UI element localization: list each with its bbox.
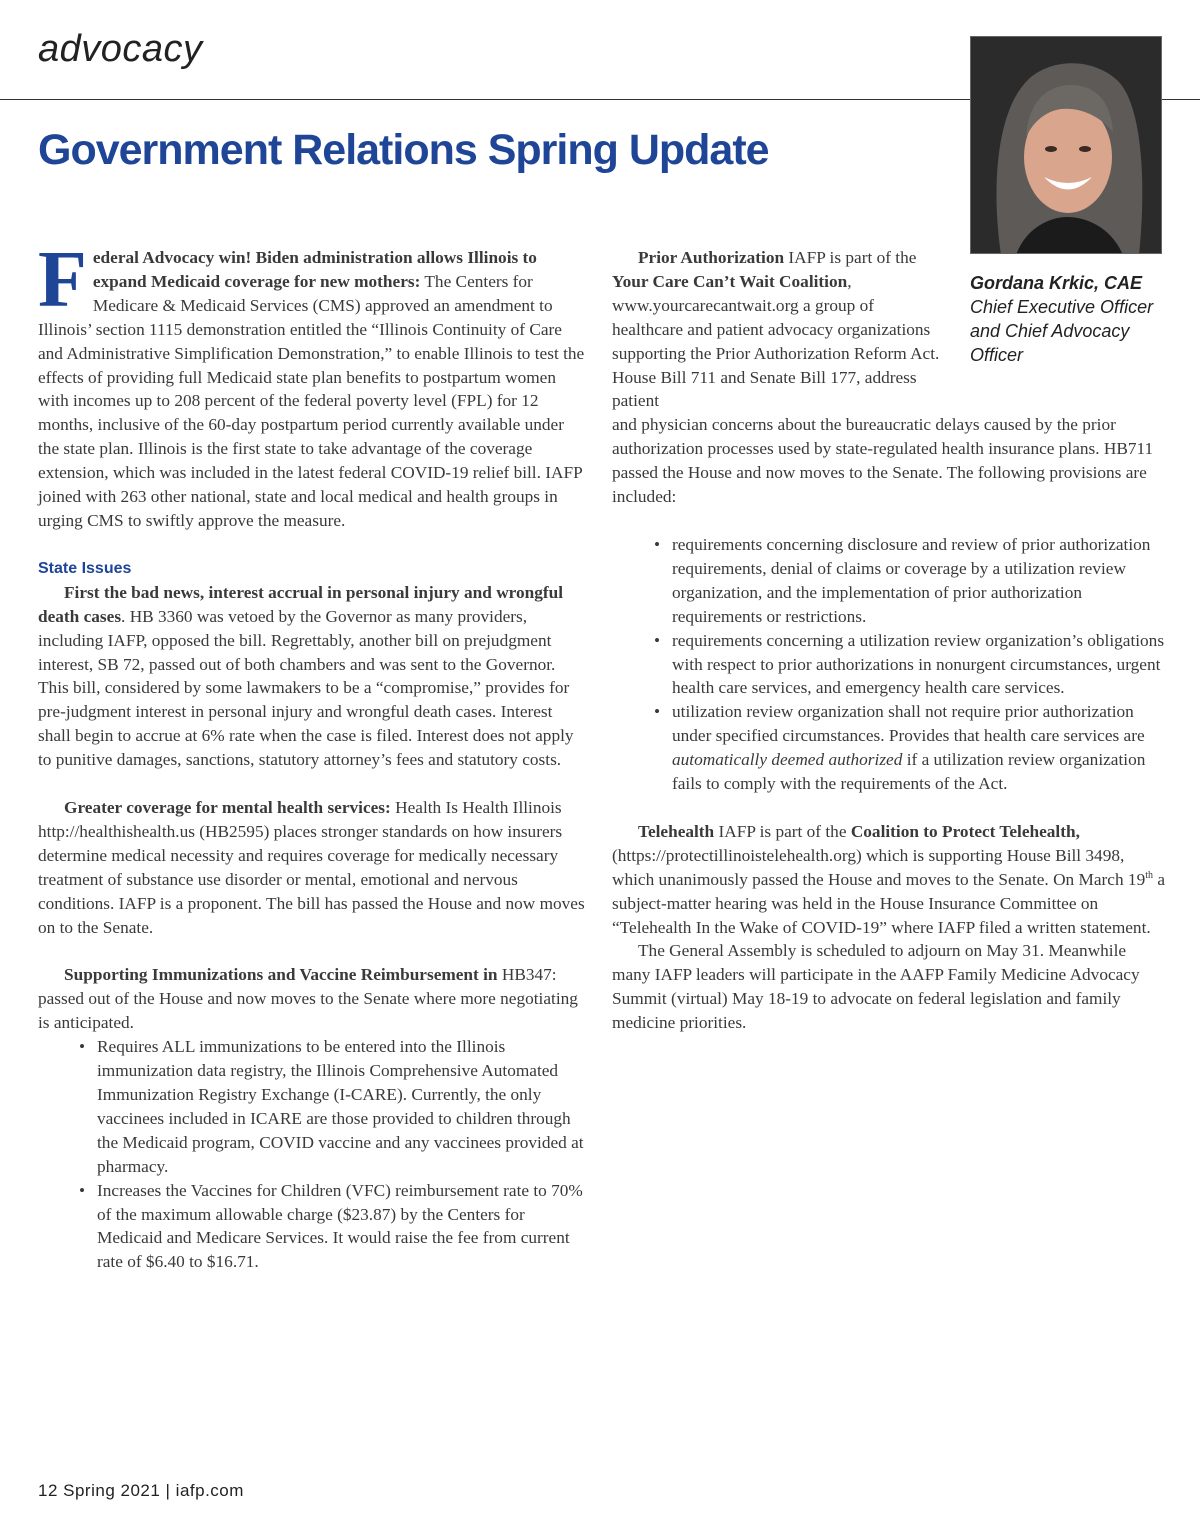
prior-auth-text: IAFP is part of the xyxy=(784,248,917,267)
interest-body: . HB 3360 was vetoed by the Governor as many providers, including IAFP, opposed the bill. Regrettably, another bill on prejudgment interest, SB 72, passed out of both chambers and was sent to the Governor. This bill, considered by some lawmakers to be a “compromise,” provides for pre-judgment interest in personal injury and wrongful death cases. Interest shall begin to accrue at 6% rate when the case is filed. Interest does not apply to punitive damages, sanctions, statutory attorney’s fees and statutory costs. xyxy=(38,606,574,770)
closing-paragraph: The General Assembly is scheduled to adjourn on May 31. Meanwhile many IAFP leaders will participate in the AAFP Family Medicine Advocacy Summit (virtual) May 18-19 to advocate on federal legislation and family medicine priorities. xyxy=(612,941,1140,1033)
immunization-list xyxy=(75,1035,588,1274)
telehealth-lead: Telehealth xyxy=(638,821,715,841)
immunization-paragraph xyxy=(38,963,588,1035)
interest-paragraph xyxy=(38,581,588,772)
federal-body: The Centers for Medicare & Medicaid Services (CMS) approved an amendment to Illinois’ section 1115 demonstration entitled the “Illinois Continuity of Care and Administrative Simplification Demonstration,” to enable Illinois to test the effects of providing full Medicaid state plan benefits to postpartum women with incomes up to 208 percent of the federal poverty level (FPL) for 12 months, inclusive of the 60-day postpartum period currently available under the state plan. Illinois is the first state to take advantage of the coverage extension, which was included in the latest federal COVID-19 relief bill. IAFP joined with 263 other national, state and local medical and health groups in urging CMS to swiftly approve the measure. xyxy=(38,271,585,530)
provisions-list xyxy=(650,533,1168,796)
mental-health-paragraph xyxy=(38,796,588,939)
mental-health-lead: Greater coverage for mental health services: xyxy=(64,798,391,818)
telehealth-text: IAFP is part of the xyxy=(714,821,851,841)
drop-cap: F xyxy=(38,236,87,324)
prior-auth-text-2: , www.yourcarecantwait.org a group of healthcare and patient advocacy organizations supporting the Prior Authorization Reform Act. House Bill 711 and Senate Bill 177, address patient xyxy=(612,271,940,411)
bullet-text: utilization review organization shall not require prior authorization under specified circumstances. Provides that health care services are xyxy=(672,702,1145,746)
prior-auth-lead: Prior Authorization xyxy=(638,248,785,267)
telehealth-text-2: (https://protectillinoistelehealth.org) which is supporting House Bill 3498, which unanimously passed the House and moves to the Senate. On March 19 xyxy=(612,845,1146,889)
federal-lead: ederal Advocacy win! Biden administration allows Illinois to expand Medicaid coverage for new mothers: xyxy=(92,248,537,291)
prior-auth-paragraph xyxy=(612,246,942,413)
interest-lead: First the bad news, interest accrual in personal injury and wrongful death cases xyxy=(38,582,564,626)
page-title: Government Relations Spring Update xyxy=(38,126,769,174)
state-issues-heading: State Issues xyxy=(38,559,132,577)
telehealth-coalition: Coalition to Protect Telehealth, xyxy=(850,821,1080,841)
mental-health-body: Health Is Health Illinois http://healthishealth.us (HB2595) places stronger standards on how insurers determine medical necessity and requires coverage for medically necessary treatment of substance use disorder or mental, emotional and nervous conditions. IAFP is a proponent. The bill has passed the House and now moves on to the Senate. xyxy=(38,798,585,937)
list-item: • requirements concerning a utilization review organization’s obligations with respect to prior authorizations in nonurgent circumstances, urgent health care services, and emergency health care services. xyxy=(650,629,1168,701)
telehealth-paragraph xyxy=(612,820,1168,940)
prior-auth-continued: and physician concerns about the bureaucratic delays caused by the prior authorization processes used by state-regulated health insurance plans. HB711 passed the House and now moves to the Senate. The following provisions are included: xyxy=(612,415,1154,507)
page-footer: 12 Spring 2021 | iafp.com xyxy=(38,1481,244,1500)
section-label: advocacy xyxy=(38,28,203,70)
immunization-body: HB347: passed out of the House and now moves to the Senate where more negotiating is anticipated. xyxy=(38,965,578,1033)
column-right xyxy=(612,246,1168,1035)
person-portrait-icon xyxy=(971,37,1162,254)
coalition-name: Your Care Can’t Wait Coalition xyxy=(612,271,848,291)
list-item: • Increases the Vaccines for Children (VFC) reimbursement rate to 70% of the maximum allowable charge ($23.87) by the Centers for Medicaid and Medicare Services. It would raise the fee from current rate of $6.40 to $16.71. xyxy=(75,1179,588,1275)
list-item: • Requires ALL immunizations to be entered into the Illinois immunization data registry, the Illinois Comprehensive Automated Immunization Registry Exchange (I-CARE). Currently, the only vaccinees included in ICARE are those provided to children through the Medicaid program, COVID vaccine and any vaccinees provided at pharmacy. xyxy=(75,1035,588,1178)
bullet-text-2: if a utilization review organization fails to comply with the requirements of the Act. xyxy=(672,750,1146,794)
caption-role: Chief Executive Officer and Chief Advocacy Officer xyxy=(970,297,1154,365)
column-left xyxy=(38,236,588,1274)
caption-name: Gordana Krkic, CAE xyxy=(970,273,1143,293)
portrait-photo xyxy=(970,36,1162,254)
federal-paragraph xyxy=(38,236,588,533)
list-item: • requirements concerning disclosure and review of prior authorization requirements, denial of claims or coverage by a utilization review organization, and the implementation of prior authorization requirements or restrictions. xyxy=(650,533,1168,629)
immunization-lead: Supporting Immunizations and Vaccine Reimbursement in xyxy=(64,965,498,985)
emphasis-text: automatically deemed authorized xyxy=(672,750,903,770)
list-item xyxy=(650,700,1168,796)
telehealth-text-3: a subject-matter hearing was held in the House Insurance Committee on “Telehealth In the Wake of COVID-19” where IAFP filed a written statement. xyxy=(612,869,1165,937)
superscript: th xyxy=(1145,869,1153,881)
